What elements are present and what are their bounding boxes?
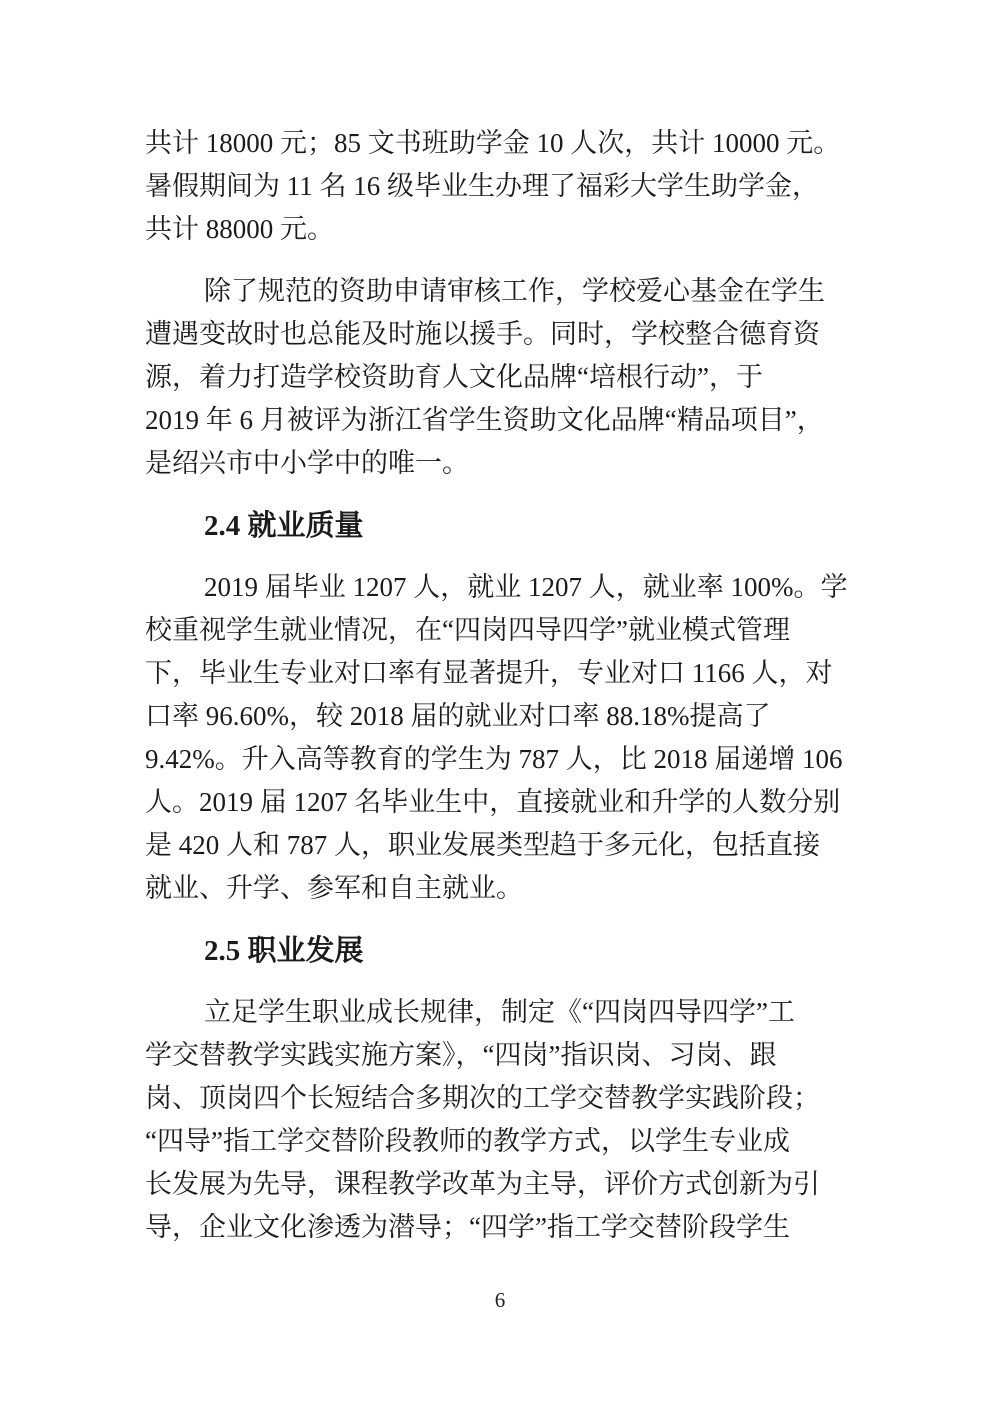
paragraph-line: 下，毕业生专业对口率有显著提升，专业对口 1166 人，对 xyxy=(145,658,833,688)
document-content xyxy=(145,122,865,1268)
paragraph-line: 是绍兴市中小学中的唯一。 xyxy=(145,448,469,478)
section-heading-career-development: 2.5 职业发展 xyxy=(204,935,364,967)
paragraph-line: 9.42%。升入高等教育的学生为 787 人，比 2018 届递增 106 xyxy=(145,744,843,774)
section-heading-employment-quality: 2.4 就业质量 xyxy=(204,510,364,542)
paragraph-line: 岗、顶岗四个长短结合多期次的工学交替教学实践阶段； xyxy=(145,1083,820,1113)
paragraph-line: 立足学生职业成长规律，制定《“四岗四导四学”工 xyxy=(204,997,795,1027)
paragraph-line: 口率 96.60%，较 2018 届的就业对口率 88.18%提高了 xyxy=(145,701,771,731)
paragraph xyxy=(145,270,865,485)
paragraph-line: 校重视学生就业情况，在“四岗四导四学”就业模式管理 xyxy=(145,615,790,645)
paragraph-line: 长发展为先导，课程教学改革为主导，评价方式创新为引 xyxy=(145,1169,820,1199)
paragraph-line: 导，企业文化渗透为潜导；“四学”指工学交替阶段学生 xyxy=(145,1212,790,1242)
paragraph-line: 2019 年 6 月被评为浙江省学生资助文化品牌“精品项目”， xyxy=(145,405,824,435)
paragraph-line: “四导”指工学交替阶段教师的教学方式，以学生专业成 xyxy=(145,1126,790,1156)
paragraph-line: 学交替教学实践实施方案》，“四岗”指识岗、习岗、跟 xyxy=(145,1040,777,1070)
paragraph-line: 暑假期间为 11 名 16 级毕业生办理了福彩大学生助学金， xyxy=(145,171,819,201)
paragraph-line: 共计 88000 元。 xyxy=(145,214,334,244)
paragraph-line: 共计 18000 元；85 文书班助学金 10 人次，共计 10000 元。 xyxy=(145,128,841,158)
paragraph xyxy=(145,566,865,910)
paragraph xyxy=(145,122,865,251)
paragraph-line: 2019 届毕业 1207 人，就业 1207 人，就业率 100%。学 xyxy=(204,572,848,602)
paragraph-line: 除了规范的资助申请审核工作，学校爱心基金在学生 xyxy=(204,276,825,306)
paragraph-line: 就业、升学、参军和自主就业。 xyxy=(145,873,523,903)
paragraph-line: 人。2019 届 1207 名毕业生中，直接就业和升学的人数分别 xyxy=(145,787,841,817)
paragraph-line: 是 420 人和 787 人，职业发展类型趋于多元化，包括直接 xyxy=(145,830,820,860)
paragraph-line: 遭遇变故时也总能及时施以援手。同时，学校整合德育资 xyxy=(145,319,820,349)
paragraph-line: 源，着力打造学校资助育人文化品牌“培根行动”，于 xyxy=(145,362,763,392)
paragraph xyxy=(145,991,865,1249)
page-number: 6 xyxy=(494,1288,506,1312)
